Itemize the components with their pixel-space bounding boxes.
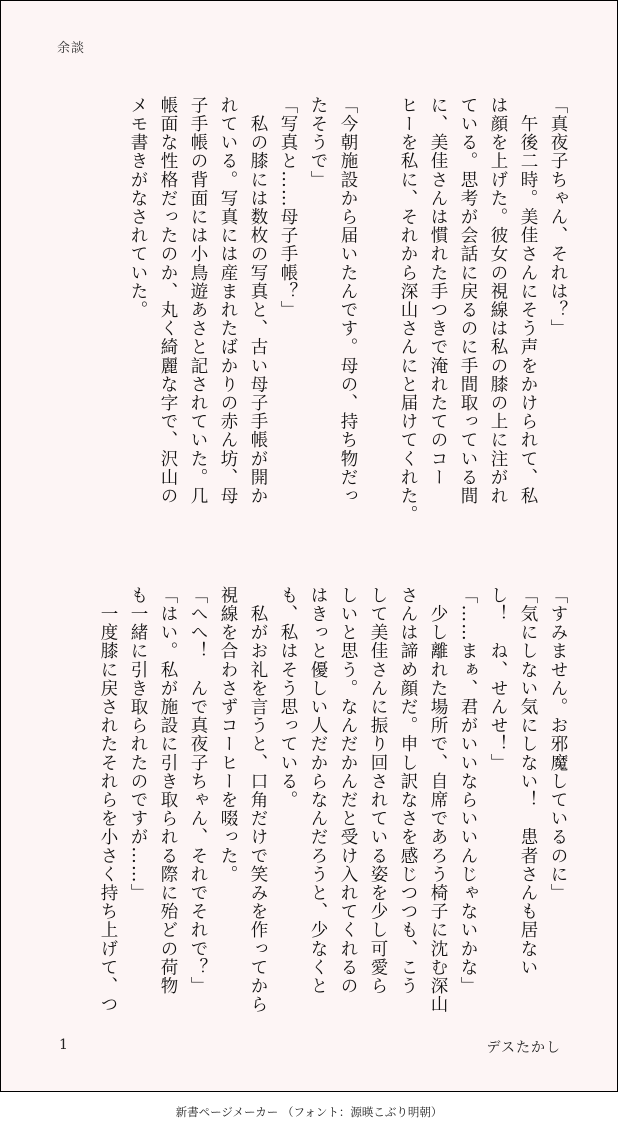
chapter-title: 余談 [57,41,86,56]
text-line: 私がお礼を言うと、口角だけで笑みを作ってから [248,586,268,1014]
text-line: 帳面な性格だったのか、丸く綺麗な字で、沢山の [158,96,178,506]
text-line: も一緒に引き取られたのですが……」 [128,586,148,903]
text-line: 私の膝には数枚の写真と、古い母子手帳が開か [248,96,268,506]
text-line: 視線を合わさずコーヒーを啜った。 [218,586,238,884]
text-line: 子手帳の背面には小鳥遊あさと記されていた。几 [188,96,208,506]
text-line: ている。思考が会話に戻るのに手間取っている間 [458,96,478,506]
text-line: は顔を上げた。彼女の視線は私の膝の上に注がれ [488,96,508,506]
author-name: デスたかし [486,1040,561,1056]
text-line: 「今朝施設から届いたんです。母の、持ち物だっ [338,96,358,506]
text-line: しいと思う。なんだかんだと受け入れてくれるの [338,586,358,996]
text-line: メモ書きがなされていた。 [128,96,148,320]
page-number: 1 [59,1037,68,1053]
text-line: 「へへ！ んで真夜子ちゃん、それでそれで？」 [188,586,208,996]
text-line: 「すみません。お邪魔しているのに」 [548,586,568,903]
text-line: し！ ね、せんせ！」 [488,586,508,772]
text-line: ヒーを私に、それから深山さんにと届けてくれた。 [398,96,418,524]
text-line: 少し離れた場所で、自席であろう椅子に沈む深山 [428,586,448,1014]
text-line: 午後二時。美佳さんにそう声をかけられて、私 [518,96,538,506]
text-line: はきっと優しい人だからなんだろうと、少なくと [308,586,328,996]
text-line: 「真夜子ちゃん、それは？」 [548,96,568,338]
text-line: 「……まぁ、君がいいならいいんじゃないかな」 [458,586,478,996]
text-line: さんは諦め顔だ。申し訳なさを感じつつも、こう [398,586,418,996]
text-line: して美佳さんに振り回されている姿を少し可愛ら [368,586,388,996]
text-line: たそうで」 [308,96,328,189]
text-line: れている。写真には産まれたばかりの赤ん坊、母 [218,96,238,506]
text-block-top [123,96,573,536]
footer-credit: 新書ページメーカー （フォント：源暎こぶり明朝） [175,1105,443,1119]
text-line: 一度膝に戻されたそれらを小さく持ち上げて、つ [98,586,118,1014]
text-line: 「写真と……母子手帳？」 [278,96,298,320]
text-line: も、私はそう思っている。 [278,586,298,810]
text-line: に、美佳さんは慣れた手つきで淹れたてのコー [428,96,448,487]
blank-line [363,96,393,536]
text-line: 「はい。私が施設に引き取られる際に殆どの荷物 [158,586,178,996]
text-line: 「気にしない気にしない！ 患者さんも居ない [518,586,538,977]
text-block-bottom [93,586,573,1026]
